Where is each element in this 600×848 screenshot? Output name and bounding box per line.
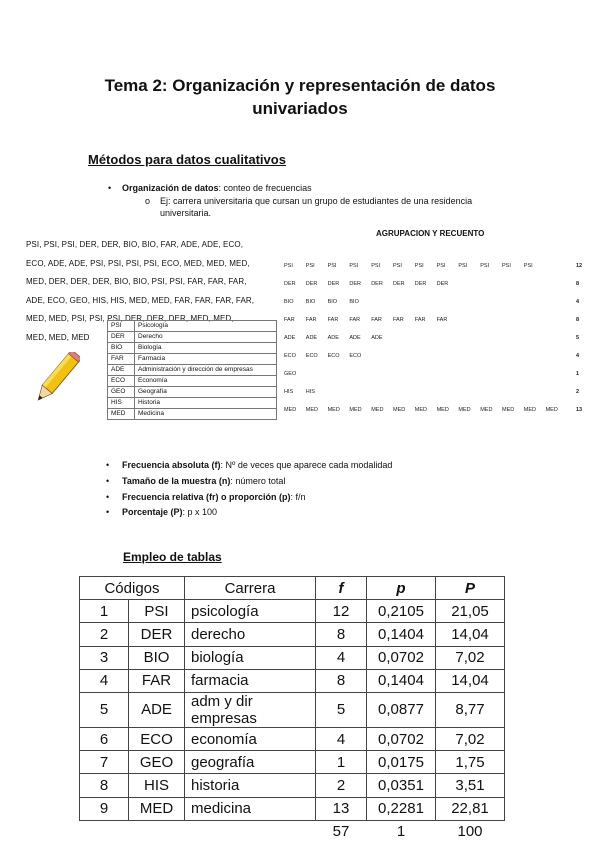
tally-code: ECO (349, 353, 362, 359)
cell-index: 9 (80, 797, 129, 820)
cell-index: 1 (80, 600, 129, 623)
table-row (80, 669, 505, 692)
raw-data-line: ADE, ECO, GEO, HIS, HIS, MED, MED, FAR, FAR, FAR, FAR, (26, 295, 255, 305)
tally-code: DER (393, 281, 405, 287)
code-legend-row (108, 409, 277, 420)
tally-code: ADE (327, 335, 339, 341)
code-legend-code: FAR (108, 354, 135, 365)
section-heading-qualitative: Métodos para datos cualitativos (88, 152, 286, 167)
raw-data-line: MED, MED, MED (26, 332, 90, 342)
table-row (80, 751, 505, 774)
cell-f: 5 (316, 692, 367, 727)
raw-data-line: MED, MED, PSI, PSI, PSI, DER, DER, DER, MED, MED, (26, 314, 234, 323)
total-P: 100 (436, 820, 505, 843)
cell-index: 2 (80, 623, 129, 646)
tally-code: PSI (458, 263, 468, 269)
cell-P: 8,77 (436, 692, 505, 727)
bullet-dot: • (106, 492, 110, 502)
tally-code: PSI (349, 263, 359, 269)
totals-row (80, 820, 505, 843)
tally-count: 1 (576, 371, 580, 377)
tally-code: FAR (393, 317, 404, 323)
tally-count: 5 (576, 335, 580, 341)
tally-code: MED (502, 407, 515, 413)
code-legend-name: Medicina (135, 409, 277, 420)
cell-p: 0,0702 (367, 646, 436, 669)
tally-count: 2 (576, 389, 580, 395)
code-legend-code: HIS (108, 398, 135, 409)
tally-code: HIS (284, 389, 294, 395)
tally-code: FAR (349, 317, 361, 323)
tally-count: 13 (576, 407, 583, 413)
tally-code: FAR (284, 317, 295, 323)
tally-count: 4 (576, 353, 580, 359)
cell-f: 12 (316, 600, 367, 623)
definition-bullet (106, 476, 286, 486)
cell-index: 3 (80, 646, 129, 669)
cell-carrera: economía (185, 727, 316, 750)
cell-f: 13 (316, 797, 367, 820)
tally-code: PSI (436, 263, 446, 269)
tally-code: BIO (349, 299, 359, 305)
bullet-dot: • (106, 476, 110, 486)
cell-index: 4 (80, 669, 129, 692)
sub-bullet-line2: universitaria. (160, 208, 212, 218)
frequency-table (79, 576, 505, 843)
cell-code: HIS (129, 774, 185, 797)
tally-code: PSI (480, 263, 490, 269)
code-legend-row (108, 332, 277, 343)
tally-code: MED (436, 407, 449, 413)
tally-code: ADE (371, 335, 383, 341)
tally-code: DER (284, 281, 296, 287)
tally-count: 12 (576, 263, 583, 269)
code-legend-code: DER (108, 332, 135, 343)
tally-code: MED (327, 407, 340, 413)
bullet-dot: • (108, 183, 112, 193)
cell-f: 2 (316, 774, 367, 797)
cell-carrera: biología (185, 646, 316, 669)
cell-carrera: historia (185, 774, 316, 797)
header-codigos: Códigos (80, 577, 185, 600)
bullet-dot: • (106, 460, 110, 470)
definition-term: Tamaño de la muestra (n) (122, 476, 231, 486)
section-heading-tables: Empleo de tablas (123, 550, 222, 564)
cell-code: FAR (129, 669, 185, 692)
definition-text: : Nº de veces que aparece cada modalidad (220, 460, 393, 470)
tally-code: DER (371, 281, 383, 287)
cell-code: ADE (129, 692, 185, 727)
cell-f: 4 (316, 727, 367, 750)
tally-code: DER (327, 281, 340, 287)
table-row (80, 623, 505, 646)
cell-p: 0,1404 (367, 623, 436, 646)
code-legend-name: Administración y dirección de empresas (135, 365, 277, 376)
tally-code: MED (349, 407, 362, 413)
cell-f: 8 (316, 623, 367, 646)
code-legend-name: Farmacia (135, 354, 277, 365)
cell-P: 14,04 (436, 623, 505, 646)
tally-code: PSI (523, 263, 533, 269)
code-legend-name: Derecho (135, 332, 277, 343)
tally-code: MED (371, 407, 384, 413)
page-title (0, 74, 600, 120)
cell-code: PSI (129, 600, 185, 623)
tally-code: BIO (327, 299, 338, 305)
sub-bullet-example (145, 195, 540, 219)
cell-p: 0,2281 (367, 797, 436, 820)
cell-carrera: derecho (185, 623, 316, 646)
cell-p: 0,0877 (367, 692, 436, 727)
tally-count: 4 (576, 299, 580, 305)
sub-bullet-marker: o (145, 196, 151, 206)
tally-code: DER (349, 281, 362, 287)
cell-code: DER (129, 623, 185, 646)
cell-P: 7,02 (436, 646, 505, 669)
tally-code: PSI (393, 263, 402, 269)
tally-code: BIO (305, 299, 316, 305)
code-legend-row (108, 354, 277, 365)
tally-code: ADE (349, 335, 361, 341)
total-f: 57 (316, 820, 367, 843)
code-legend-row (108, 398, 277, 409)
cell-f: 4 (316, 646, 367, 669)
total-p: 1 (367, 820, 436, 843)
bullet-organizacion-rest: : conteo de frecuencias (218, 183, 312, 193)
cell-P: 21,05 (436, 600, 505, 623)
tally-code: PSI (414, 263, 424, 269)
tally-code: DER (414, 281, 427, 287)
raw-data-line: PSI, PSI, PSI, DER, DER, BIO, BIO, FAR, ADE, ADE, ECO, (26, 240, 244, 249)
definition-term: Frecuencia absoluta (f) (122, 460, 221, 470)
table-row (80, 774, 505, 797)
tally-code: ADE (305, 335, 318, 341)
definition-bullet (106, 460, 393, 470)
cell-carrera: medicina (185, 797, 316, 820)
tally-count: 8 (576, 281, 580, 287)
tally-code: FAR (436, 317, 448, 323)
tally-code: PSI (371, 263, 381, 269)
code-legend-name: Historia (135, 398, 277, 409)
tally-code: HIS (305, 389, 315, 395)
definition-text: : p x 100 (182, 507, 218, 517)
tally-code: PSI (284, 263, 293, 269)
definition-term: Frecuencia relativa (fr) o proporción (p) (122, 492, 291, 502)
header-p: p (367, 577, 436, 600)
tally-code: ECO (305, 353, 318, 359)
tally-code: GEO (284, 371, 297, 377)
sub-bullet-line1: Ej: carrera universitaria que cursan un grupo de estudiantes de una residencia (160, 196, 473, 206)
page-title-line1: Tema 2: Organización y representación de datos (104, 76, 496, 95)
definition-bullet (106, 507, 218, 517)
tally-code: FAR (414, 317, 426, 323)
tally-code: DER (305, 281, 318, 287)
cell-carrera: geografía (185, 751, 316, 774)
tally-count: 8 (576, 317, 580, 323)
page-title-line2: univariados (252, 99, 348, 118)
pencil-icon (28, 352, 80, 412)
cell-P: 14,04 (436, 669, 505, 692)
cell-index: 6 (80, 727, 129, 750)
code-legend-row (108, 376, 277, 387)
tally-code: MED (393, 407, 406, 413)
tally-code: MED (545, 407, 558, 413)
code-legend-code: GEO (108, 387, 135, 398)
cell-code: GEO (129, 751, 185, 774)
code-legend-name: Geografía (135, 387, 277, 398)
tally-code: DER (436, 281, 449, 287)
raw-data-line: ECO, ADE, ADE, PSI, PSI, PSI, PSI, ECO, MED, MED, MED, (26, 258, 250, 268)
cell-f: 1 (316, 751, 367, 774)
tally-code: ECO (327, 353, 340, 359)
table-row (80, 600, 505, 623)
tally-code: ECO (284, 353, 296, 359)
tally-code: MED (523, 407, 537, 413)
header-P: P (436, 577, 505, 600)
code-legend-code: PSI (108, 321, 135, 332)
cell-p: 0,1404 (367, 669, 436, 692)
cell-index: 8 (80, 774, 129, 797)
tally-code: FAR (327, 317, 339, 323)
tally-code: FAR (371, 317, 382, 323)
bullet-organizacion (108, 182, 312, 194)
definition-text: : número total (230, 476, 286, 486)
cell-carrera: farmacia (185, 669, 316, 692)
code-legend-name: Biología (135, 343, 277, 354)
code-legend-code: BIO (108, 343, 135, 354)
table-row (80, 692, 505, 727)
tally-code: MED (305, 407, 319, 413)
cell-index: 5 (80, 692, 129, 727)
cell-code: BIO (129, 646, 185, 669)
table-row (80, 646, 505, 669)
tally-code: MED (284, 407, 297, 413)
tally-code: MED (480, 407, 493, 413)
cell-p: 0,0351 (367, 774, 436, 797)
cell-carrera: psicología (185, 600, 316, 623)
cell-f: 8 (316, 669, 367, 692)
code-legend-row (108, 321, 277, 332)
table-row (80, 797, 505, 820)
tally-code: PSI (502, 263, 511, 269)
cell-P: 3,51 (436, 774, 505, 797)
tally-code: MED (414, 407, 428, 413)
cell-p: 0,0702 (367, 727, 436, 750)
code-legend-name: Psicología (135, 321, 277, 332)
definition-text: : f/n (290, 492, 306, 502)
cell-carrera: adm y dir empresas (185, 692, 316, 727)
code-legend-table (107, 320, 277, 420)
code-legend-code: MED (108, 409, 135, 420)
code-legend-name: Economía (135, 376, 277, 387)
table-row (80, 727, 505, 750)
code-legend-row (108, 343, 277, 354)
cell-P: 22,81 (436, 797, 505, 820)
cell-P: 7,02 (436, 727, 505, 750)
definition-term: Porcentaje (P) (122, 507, 183, 517)
header-carrera: Carrera (185, 577, 316, 600)
bullet-dot: • (106, 507, 110, 517)
code-legend-code: ECO (108, 376, 135, 387)
frequency-table-header (80, 577, 505, 600)
tally-code: FAR (305, 317, 317, 323)
tally-code: BIO (284, 299, 294, 305)
cell-code: ECO (129, 727, 185, 750)
cell-code: MED (129, 797, 185, 820)
header-f: f (316, 577, 367, 600)
code-legend-row (108, 365, 277, 376)
tally-code: MED (458, 407, 471, 413)
definition-bullet (106, 492, 306, 502)
cell-p: 0,0175 (367, 751, 436, 774)
tally-code: PSI (305, 263, 315, 269)
cell-P: 1,75 (436, 751, 505, 774)
code-legend-code: ADE (108, 365, 135, 376)
agrupacion-title: AGRUPACION Y RECUENTO (376, 229, 485, 238)
bullet-organizacion-bold: Organización de datos (122, 183, 219, 193)
tally-code: PSI (327, 263, 337, 269)
code-legend-row (108, 387, 277, 398)
raw-data-line: MED, DER, DER, DER, BIO, BIO, PSI, PSI, FAR, FAR, FAR, (26, 277, 247, 286)
tally-code: ADE (284, 335, 296, 341)
cell-index: 7 (80, 751, 129, 774)
cell-p: 0,2105 (367, 600, 436, 623)
